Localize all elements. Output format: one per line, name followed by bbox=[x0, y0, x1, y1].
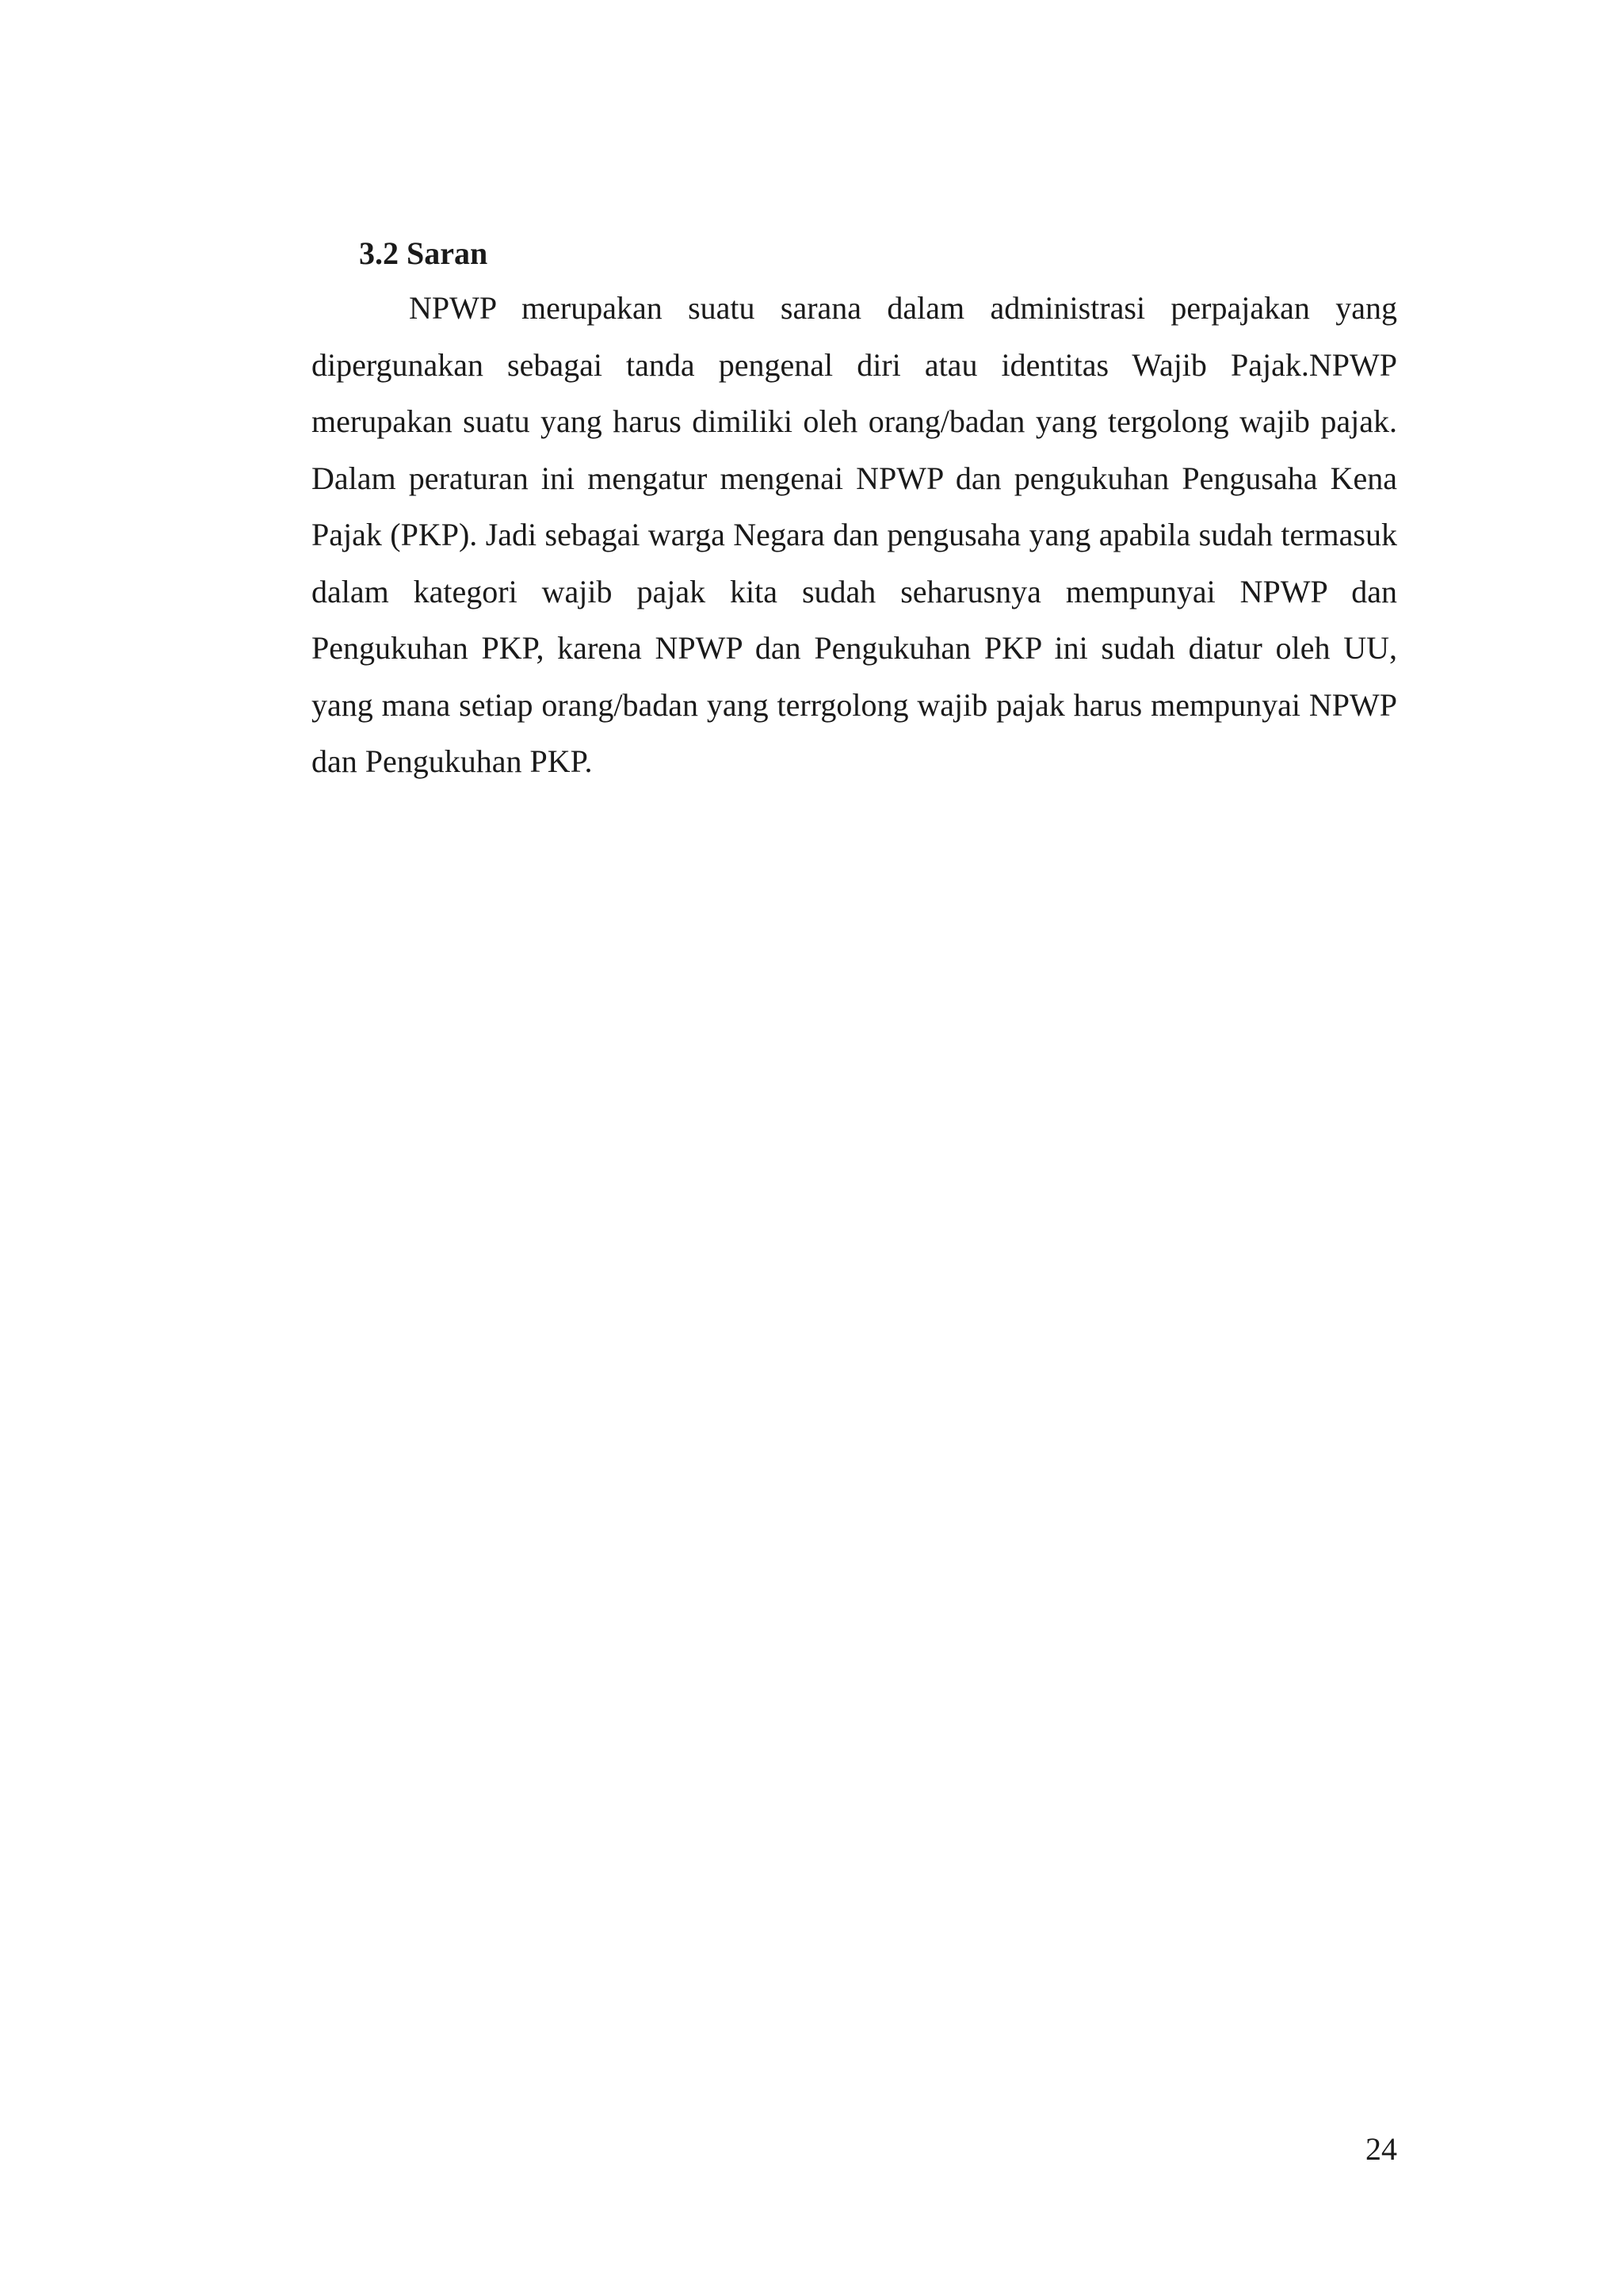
section-heading: 3.2 Saran bbox=[359, 235, 488, 271]
body-paragraph: NPWP merupakan suatu sarana dalam administrasi perpajakan yang dipergunakan sebagai tanda pengenal diri atau identitas Wajib Pajak.NPWP merupakan suatu yang harus dimiliki oleh orang/badan yang tergolong wajib pajak. Dalam peraturan ini mengatur mengenai NPWP dan pengukuhan Pengusaha Kena Pajak (PKP). Jadi sebagai warga Negara dan pengusaha yang apabila sudah termasuk dalam kategori wajib pajak kita sudah seharusnya mempunyai NPWP dan Pengukuhan PKP, karena NPWP dan Pengukuhan PKP ini sudah diatur oleh UU, yang mana setiap orang/badan yang terrgolong wajib pajak harus mempunyai NPWP dan Pengukuhan PKP. bbox=[311, 290, 1397, 779]
page-number: 24 bbox=[1365, 2131, 1397, 2167]
